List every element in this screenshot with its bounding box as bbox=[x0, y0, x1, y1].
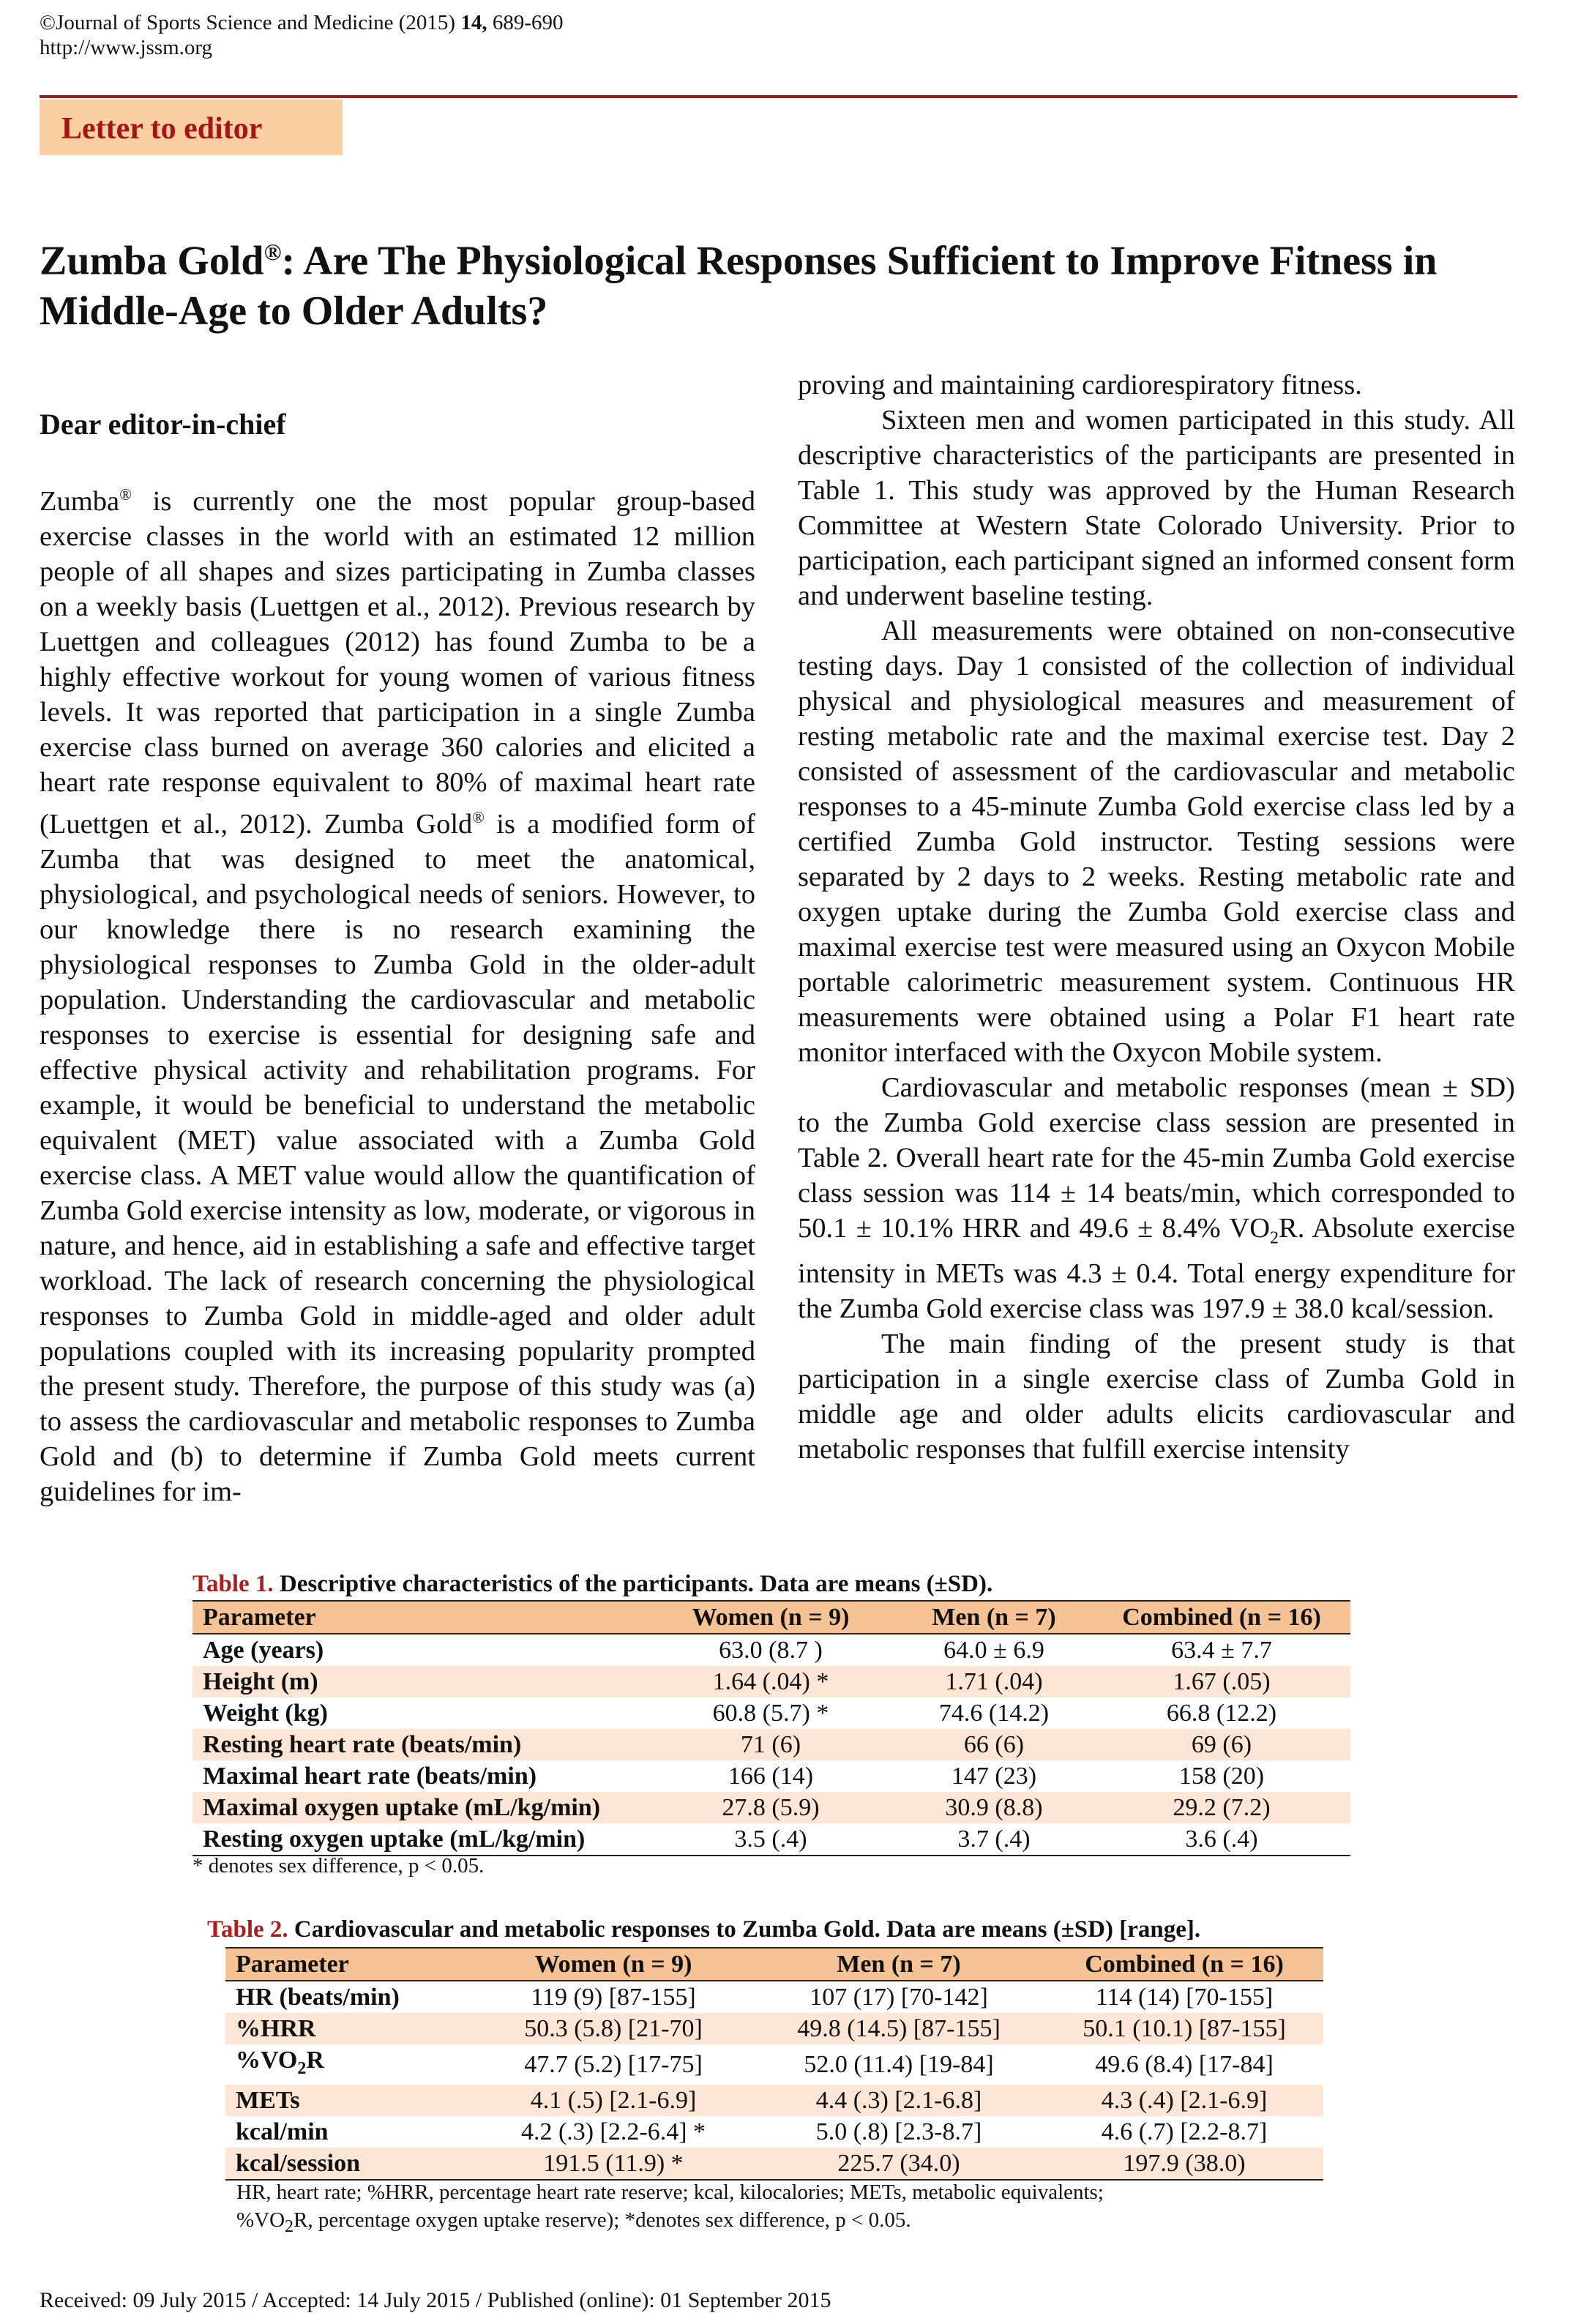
table2-header-row: Parameter Women (n = 9) Men (n = 7) Combined (n = 16) bbox=[225, 1948, 1323, 1981]
header-rule bbox=[40, 95, 1517, 98]
article-title: Zumba Gold®: Are The Physiological Responses Sufficient to Improve Fitness in Middle-Age to Older Adults? bbox=[40, 238, 1437, 334]
table-row: %HRR 50.3 (5.8) [21-70] 49.8 (14.5) [87-155] 50.1 (10.1) [87-155] bbox=[225, 2013, 1323, 2044]
table-row: Resting heart rate (beats/min) 71 (6) 66 (6) 69 (6) bbox=[192, 1729, 1350, 1760]
results-paragraph: Cardiovascular and metabolic responses (mean ± SD) to the Zumba Gold exercise class session are presented in Table 2. Overall heart rate for the 45-min Zumba Gold exercise class session was 114 ± 14 beats/min, which corresponded to 50.1 ± 10.1% HRR and 49.6 ± 8.4% $VO_2R$. Absolute exercise intensity in METs was 4.3 ± 0.4. Total energy expenditure for the Zumba Gold exercise class was 197.9 ± 38.0 kcal/session. bbox=[798, 1072, 1515, 1324]
table1-header-row: Parameter Women (n = 9) Men (n = 7) Combined (n = 16) bbox=[192, 1601, 1350, 1634]
table2-caption: Table 2. Cardiovascular and metabolic responses to Zumba Gold. Data are means (±SD) [range]. bbox=[207, 1916, 1201, 1943]
article-type-badge: Letter to editor bbox=[40, 100, 343, 155]
table-row: Height (m) 1.64 (.04) * 1.71 (.04) 1.67 (.05) bbox=[192, 1666, 1350, 1697]
salutation: Dear editor-in-chief bbox=[40, 408, 286, 441]
table2-note: HR, heart rate; %HRR, percentage heart rate reserve; kcal, kilocalories; METs, metabolic equivalents; $\%VO_2R$, percentage oxygen uptake reserve); *denotes sex difference, p < 0.05. bbox=[236, 2181, 1104, 2236]
table-row: kcal/min 4.2 (.3) [2.2-6.4] * 5.0 (.8) [2.3-8.7] 4.6 (.7) [2.2-8.7] bbox=[236, 2118, 1268, 2145]
table1 bbox=[192, 1600, 1350, 1856]
table2 bbox=[225, 1947, 1323, 2181]
table-row: METs 4.1 (.5) [2.1-6.9] 4.4 (.3) [2.1-6.8] 4.3 (.4) [2.1-6.9] bbox=[225, 2085, 1323, 2116]
journal-citation: ©Journal of Sports Science and Medicine (2015) 14, 689-690 bbox=[40, 11, 564, 34]
table-row: kcal/session 191.5 (11.9) * 225.7 (34.0) 197.9 (38.0) bbox=[225, 2148, 1323, 2180]
left-column-text: Zumba® is currently one the most popular group-based exercise classes in the world with an estimated 12 million people of all shapes and sizes participating in Zumba classes on a weekly basis (Luettgen et al., 2012). Previous research by Luettgen and colleagues (2012) has found Zumba to be a highly effective workout for young women of various fitness levels. It was reported that participation in a single Zumba exercise class burned on average 360 calories and elicited a heart rate response equivalent to 80% of maximal heart rate (Luettgen et al., 2012). Zumba Gold® is a modified form of Zumba that was designed to meet the anatomical, physiological, and psychological needs of seniors. However, to our knowledge there is no research examining the physiological responses to Zumba Gold in the older-adult population. Understanding the cardiovascular and metabolic responses to exercise is essential for designing safe and effective physical activity and rehabilitation programs. For example, it would be beneficial to understand the metabolic equivalent (MET) value associated with a Zumba Gold exercise class. A MET value would allow the quantification of Zumba Gold exercise intensity as low, moderate, or vigorous in nature, and hence, aid in establishing a safe and effective target workload. The lack of research concerning the physiological responses to Zumba Gold in middle-aged and older adult populations coupled with its increasing popularity prompted the present study. Therefore, the purpose of this study was (a) to assess the cardiovascular and metabolic responses to Zumba Gold and (b) to determine if Zumba Gold meets current guidelines for im- bbox=[40, 485, 755, 1507]
table1-note: * denotes sex difference, p < 0.05. bbox=[192, 1854, 485, 1877]
table-row: $\%VO_2R$ 47.7 (5.2) [17-75] 52.0 (11.4) [19-84] 49.6 (8.4) [17-84] bbox=[236, 2047, 1274, 2078]
table-row: Resting oxygen uptake (mL/kg/min) 3.5 (.4) 3.7 (.4) 3.6 (.4) bbox=[192, 1823, 1350, 1856]
journal-header bbox=[40, 10, 564, 60]
table-row: HR (beats/min) 119 (9) [87-155] 107 (17) [70-142] 114 (14) [70-155] bbox=[236, 1984, 1274, 2011]
table-row: Maximal heart rate (beats/min) 166 (14) 147 (23) 158 (20) bbox=[203, 1763, 1265, 1790]
table1-caption: Table 1. Descriptive characteristics of the participants. Data are means (±SD). bbox=[192, 1571, 993, 1597]
table-row: Weight (kg) 60.8 (5.7) * 74.6 (14.2) 66.8 (12.2) bbox=[203, 1700, 1277, 1727]
journal-url[interactable]: http://www.jssm.org bbox=[40, 36, 213, 59]
table-row: Age (years) 63.0 (8.7 ) 64.0 ± 6.9 63.4 ± 7.7 bbox=[203, 1637, 1272, 1664]
right-column-text: proving and maintaining cardiorespiratory fitness. Sixteen men and women participated in this study. All descriptive characteristics of the participants are presented in Table 1. This study was approved by the Human Research Committee at Western State Colorado University. Prior to participation, each participant signed an informed consent form and underwent baseline testing. All measurements were obtained on non-consecutive testing days. Day 1 consisted of the collection of individual physical and physiological measures and measurement of resting metabolic rate and the maximal exercise test. Day 2 consisted of assessment of the cardiovascular and metabolic responses to a 45-minute Zumba Gold exercise class led by a certified Zumba Gold instructor. Testing sessions were separated by 2 days to 2 weeks. Resting metabolic rate and oxygen uptake during the Zumba Gold exercise class and maximal exercise test were measured using an Oxycon Mobile portable calorimetric measurement system. Continuous HR measurements were obtained using a Polar F1 heart rate monitor interfaced with the Oxycon Mobile system. Cardiovascular and metabolic responses (mean ± SD) to the Zumba Gold exercise class session are presented in Table 2. Overall heart rate for the 45-min Zumba Gold exercise class session was 114 ± 14 beats/min, which corresponded to 50.1 ± 10.1% HRR and 49.6 ± 8.4% $VO_2R$. Absolute exercise intensity in METs was 4.3 ± 0.4. Total energy expenditure for the Zumba Gold exercise class was 197.9 ± 38.0 kcal/session. The main finding of the present study is that participation in a single exercise class of Zumba Gold in middle age and older adults elicits cardiovascular and metabolic responses that fulfill exercise intensity bbox=[798, 370, 1515, 1465]
table-row: Maximal oxygen uptake (mL/kg/min) 27.8 (5.9) 30.9 (8.8) 29.2 (7.2) bbox=[192, 1792, 1350, 1823]
publication-dates: Received: 09 July 2015 / Accepted: 14 July 2015 / Published (online): 01 September 2015 bbox=[40, 2288, 831, 2312]
